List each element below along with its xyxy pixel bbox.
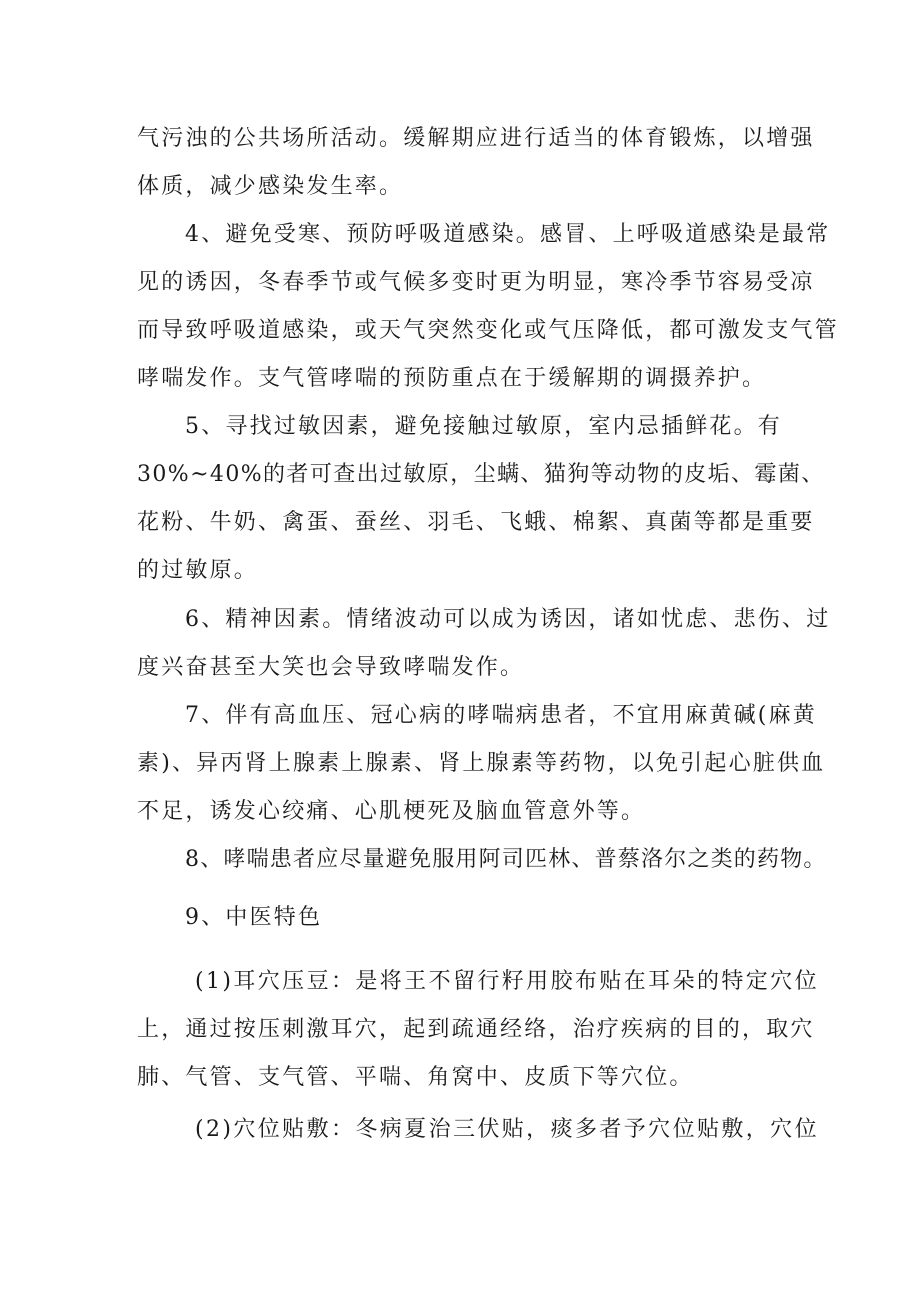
text-line: 30%~40%的者可查出过敏原，尘螨、猫狗等动物的皮垢、霉菌、 <box>137 462 825 487</box>
text-line: 度兴奋甚至大笑也会导致哮喘发作。 <box>137 655 525 680</box>
section-9-heading: 9、中医特色 <box>185 905 323 930</box>
text-line: 花粉、牛奶、禽蛋、蚕丝、羽毛、飞蛾、棉絮、真菌等都是重要 <box>137 510 815 535</box>
text-line: 素)、异丙肾上腺素上腺素、肾上腺素等药物，以免引起心脏供血 <box>137 751 826 776</box>
item-2-start: (2)穴位贴敷：冬病夏治三伏贴，痰多者予穴位贴敷，穴位 <box>195 1117 819 1142</box>
text-line: 上，通过按压刺激耳穴，起到疏通经络，治疗疾病的目的，取穴 <box>137 1017 815 1042</box>
text-line: 不足，诱发心绞痛、心肌梗死及脑血管意外等。 <box>137 799 646 824</box>
text-line: 哮喘发作。支气管哮喘的预防重点在于缓解期的调摄养护。 <box>137 366 767 391</box>
text-line: 而导致呼吸道感染，或天气突然变化或气压降低，都可激发支气管 <box>137 318 839 343</box>
paragraph-8: 8、哮喘患者应尽量避免服用阿司匹林、普蔡洛尔之类的药物。 <box>185 847 827 872</box>
paragraph-6-start: 6、精神因素。情绪波动可以成为诱因，诸如忧虑、悲伤、过 <box>185 607 831 632</box>
paragraph-5-start: 5、寻找过敏因素，避免接触过敏原，室内忌插鲜花。有 <box>185 414 782 439</box>
text-line: 气污浊的公共场所活动。缓解期应进行适当的体育锻炼，以增强 <box>137 126 815 151</box>
item-1-start: (1)耳穴压豆：是将王不留行籽用胶布贴在耳朵的特定穴位 <box>195 969 819 994</box>
text-line: 的过敏原。 <box>137 558 259 583</box>
text-line: 肺、气管、支气管、平喘、角窝中、皮质下等穴位。 <box>137 1065 694 1090</box>
paragraph-7-start: 7、伴有高血压、冠心病的哮喘病患者，不宜用麻黄碱(麻黄 <box>185 703 817 728</box>
text-line: 见的诱因，冬春季节或气候多变时更为明显，寒冷季节容易受凉 <box>137 270 815 295</box>
text-line: 体质，减少感染发生率。 <box>137 174 404 199</box>
paragraph-4-start: 4、避免受寒、预防呼吸道感染。感冒、上呼吸道感染是最常 <box>185 222 831 247</box>
